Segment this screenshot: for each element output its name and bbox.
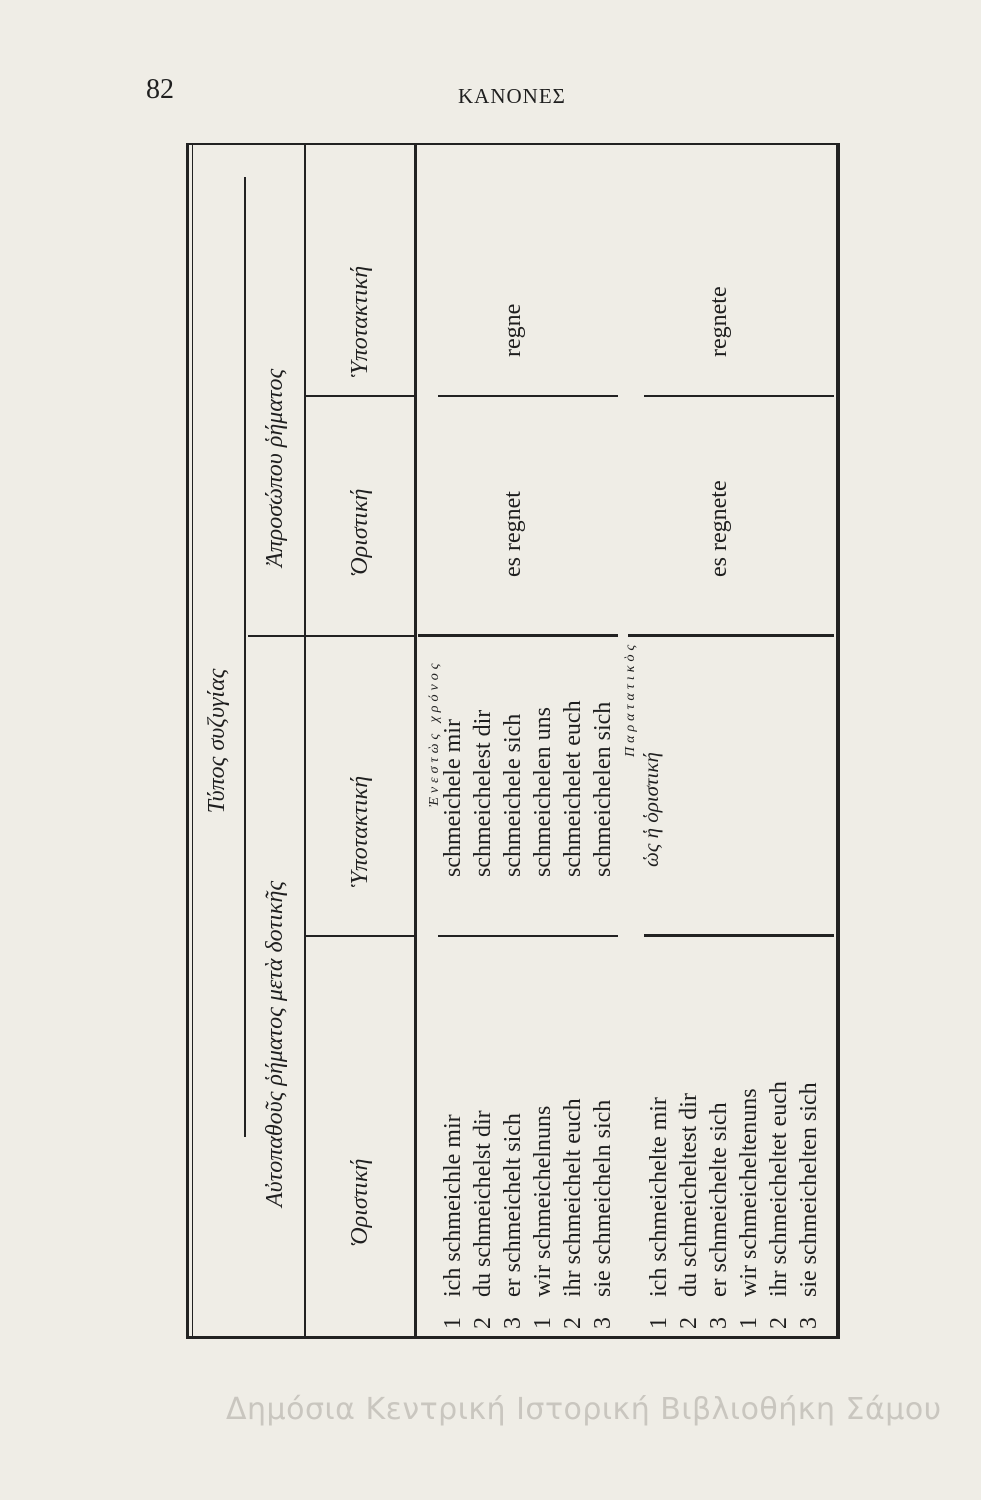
page-number: 82	[146, 74, 174, 105]
impersonal-indicative: es regnete	[706, 480, 732, 577]
title-rule	[244, 177, 246, 1137]
indicative-form: er schmeichelte sich	[706, 1102, 732, 1297]
subjunctive-form: schmeichelen uns	[530, 707, 556, 877]
subjunctive-form: schmeichele mir	[440, 719, 466, 877]
group-rule	[304, 145, 306, 1337]
person-number: 2	[676, 1317, 702, 1329]
subheader-rule	[414, 145, 417, 1337]
subheader-divider-2	[306, 635, 414, 637]
group-impersonal-header: Ἀπροσώπου ῥήματος	[261, 368, 288, 567]
subjunctive-form: schmeichelen sich	[590, 701, 616, 877]
indicative-form: ihr schmeichelt euch	[560, 1098, 586, 1297]
indicative-form: sie schmeicheln sich	[590, 1099, 616, 1297]
header-indicative: Ὁριστική	[346, 1158, 373, 1247]
indicative-form: ich schmeichle mir	[440, 1114, 466, 1297]
person-number: 1	[646, 1317, 672, 1329]
indicative-form: wir schmeichelnuns	[530, 1105, 556, 1297]
indicative-form: wir schmeicheltenuns	[736, 1088, 762, 1297]
person-number: 1	[736, 1317, 762, 1329]
present-divider-3	[438, 395, 618, 397]
person-number: 3	[500, 1317, 526, 1329]
past-note: ὡς ἡ ὁριστική	[639, 752, 663, 867]
library-watermark: Δημόσια Κεντρική Ιστορική Βιβλιοθήκη Σάμου	[226, 1392, 942, 1427]
header-subjunctive: Ὑποτακτική	[346, 775, 373, 887]
subheader-band	[308, 145, 412, 1337]
running-head: ΚΑΝΟΝΕΣ	[458, 84, 566, 108]
person-number: 2	[470, 1317, 496, 1329]
present-tense-label: Ἐνεστὼς χρόνος	[427, 659, 442, 807]
subjunctive-form: schmeichelet euch	[560, 700, 586, 877]
subjunctive-form: schmeichele sich	[500, 713, 526, 877]
indicative-form: du schmeicheltest dir	[676, 1093, 702, 1297]
indicative-form: ich schmeichelte mir	[646, 1097, 672, 1297]
past-divider-2	[628, 634, 834, 637]
group-header-band	[248, 145, 302, 1337]
present-divider-1	[438, 935, 618, 937]
subheader-divider-3	[306, 395, 414, 397]
impersonal-subjunctive: regnete	[706, 286, 732, 357]
past-divider-1	[644, 934, 834, 937]
present-divider-2	[418, 634, 618, 637]
person-number: 2	[560, 1317, 586, 1329]
indicative-form: du schmeichelst dir	[470, 1110, 496, 1297]
impersonal-indicative: es regnet	[500, 491, 526, 577]
subjunctive-form: schmeichelest dir	[470, 709, 496, 877]
past-tense-label: Παρατατικὸς	[623, 640, 638, 757]
group-reflexive-header: Αὐτοπαθοῦς ῥήματος μετὰ δοτικῆς	[261, 880, 288, 1207]
table-title-band	[192, 145, 242, 1337]
subheader-divider-1	[306, 935, 414, 937]
person-number: 1	[530, 1317, 556, 1329]
impersonal-subjunctive: regne	[500, 303, 526, 357]
header-impersonal-subjunctive: Ὑποτακτική	[346, 265, 373, 377]
indicative-form: sie schmeichelten sich	[796, 1082, 822, 1297]
person-number: 2	[766, 1317, 792, 1329]
indicative-form: er schmeichelt sich	[500, 1113, 526, 1297]
conjugation-table-frame	[188, 145, 838, 1337]
indicative-form: ihr schmeicheltet euch	[766, 1081, 792, 1297]
person-number: 3	[796, 1317, 822, 1329]
conjugation-table	[188, 145, 838, 1337]
table-title: Τύπος συζυγίας	[203, 668, 230, 814]
person-number: 3	[590, 1317, 616, 1329]
person-number: 1	[440, 1317, 466, 1329]
person-number: 3	[706, 1317, 732, 1329]
group-divider	[248, 635, 304, 637]
past-divider-3	[644, 395, 834, 397]
header-impersonal-indicative: Ὁριστική	[346, 488, 373, 577]
